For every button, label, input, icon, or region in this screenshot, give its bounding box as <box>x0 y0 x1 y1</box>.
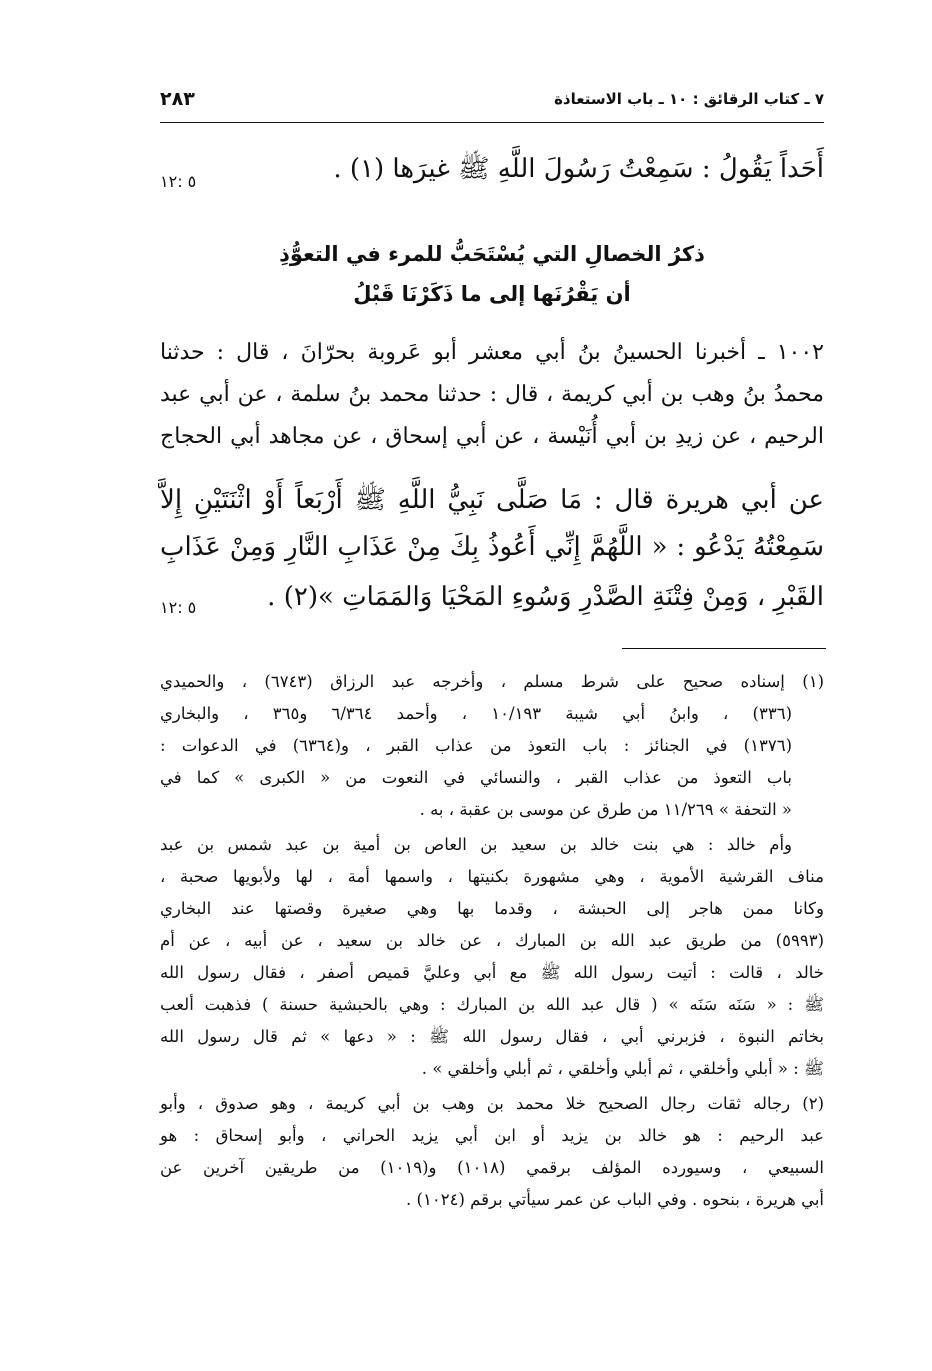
chapter-heading-line-2: أن يَقْرُنَها إلى ما ذَكَرْنَا قَبْلُ <box>353 282 631 306</box>
footnote-line: باب التعوذ من عذاب القبر ، والنسائي في النعوت من « الكبرى » كما في <box>160 768 792 787</box>
hadith-line: عن أبي هريرة قال : مَا صَلَّى نَبِيُّ اللَّهِ ﷺ أَرْبَعاً أَوْ اثْنَتَيْنِ إِلاَّ <box>160 485 824 515</box>
footnote-line: (٣٣٦) ، وابنُ أبي شيبة ١٠/١٩٣ ، وأحمد ٦/٣٦٤ و٣٦٥ ، والبخاري <box>160 704 793 723</box>
hadith-line: محمدُ بنُ وهب بن أبي كريمة ، قال : حدثنا محمد بنُ سلمة ، عن أبي عبد <box>160 382 824 407</box>
footnote-line: عبد الرحيم : هو خالد بن يزيد أو ابن أبي يزيد الحراني ، وأبو إسحاق : هو <box>160 1126 824 1145</box>
hadith-line: ١٠٠٢ ـ أخبرنا الحسينُ بنُ أبي معشر أبو عَروبة بحرّانَ ، قال : حدثنا <box>160 340 824 365</box>
hadith-reference: ٥ :١٢ <box>160 172 197 191</box>
footnote-line: (٥٩٩٣) من طريق عبد الله بن المبارك ، عن خالد بن سعيد ، عن أبيه ، عن أم <box>160 931 824 950</box>
hadith-reference: ٥ :١٢ <box>160 598 197 617</box>
hadith-line: سَمِعْتُهُ يَدْعُو : « اللَّهُمَّ إِنِّي أَعُوذُ بِكَ مِنْ عَذَابِ النَّارِ وَمِنْ عَذَابِ <box>160 532 824 562</box>
footnote-line: (١) إسناده صحيح على شرط مسلم ، وأخرجه عبد الرزاق (٦٧٤٣) ، والحميدي <box>160 672 824 691</box>
footnote-line: أبي هريرة ، بنحوه . وفي الباب عن عمر سيأتي برقم (١٠٢٤) . <box>406 1190 824 1209</box>
chapter-heading-line-1: ذكرُ الخصالِ التي يُسْتَحَبُّ للمرء في التعوُّذِ <box>279 242 705 266</box>
footnote-line: بخاتم النبوة ، فزبرني أبي ، فقال رسول الله ﷺ : « دعها » ثم قال رسول الله <box>160 1027 824 1046</box>
footnote-line: وأم خالد : هي بنت خالد بن سعيد بن العاص بن أمية بن عبد شمس بن عبد <box>160 835 792 854</box>
footnote-separator <box>622 648 826 649</box>
footnote-line: « التحفة » ١١/٢٦٩ من طرق عن موسى بن عقبة ، به . <box>419 800 792 819</box>
footnote-line: السبيعي ، وسيورده المؤلف برقمي (١٠١٨) و(١٠١٩) من طريقين آخرين عن <box>160 1158 824 1177</box>
footnote-line: ﷺ : « سَنَه سَنَه » ( قال عبد الله بن المبارك : وهي بالحبشية حسنة ) فذهبت ألعب <box>160 995 824 1014</box>
footnote-line: (١٣٧٦) في الجنائز : باب التعوذ من عذاب القبر ، و(٦٣٦٤) في الدعوات : <box>160 736 792 755</box>
page-number: ٢٨٣ <box>160 88 195 110</box>
running-title: ٧ ـ كتاب الرقائق : ١٠ ـ باب الاستعاذة <box>554 90 824 108</box>
footnote-line: مناف القرشية الأموية ، وهي مشهورة بكنيتها ، واسمها أمة ، لها ولأبويها صحبة ، <box>160 867 824 886</box>
page-header <box>160 86 824 123</box>
footnote-line: وكانا ممن هاجر إلى الحبشة ، وقدما بها وهي صغيرة وقصتها عند البخاري <box>160 899 824 918</box>
footnote-line: (٢) رجاله ثقات رجال الصحيح خلا محمد بن وهب بن أبي كريمة ، وهو صدوق ، وأبو <box>160 1094 824 1113</box>
continuation-line: أَحَداً يَقُولُ : سَمِعْتُ رَسُولَ اللَّهِ ﷺ غيرَها (١) . <box>333 154 824 184</box>
footnote-line: خالد ، قالت : أتيت رسول الله ﷺ مع أبي وعليَّ قميص أصفر ، فقال رسول الله <box>160 963 824 982</box>
hadith-line: القَبْرِ ، وَمِنْ فِتْنَةِ الصَّدْرِ وَسُوءِ المَحْيَا وَالمَمَاتِ »(٢) . <box>267 582 824 612</box>
hadith-line: الرحيم ، عن زيدِ بن أبي أُنَيْسة ، عن أبي إسحاق ، عن مجاهد أبي الحجاج <box>160 424 824 449</box>
footnote-line: ﷺ : « أبلي وأخلقي ، ثم أبلي وأخلقي ، ثم أبلي وأخلقي » . <box>421 1059 824 1078</box>
